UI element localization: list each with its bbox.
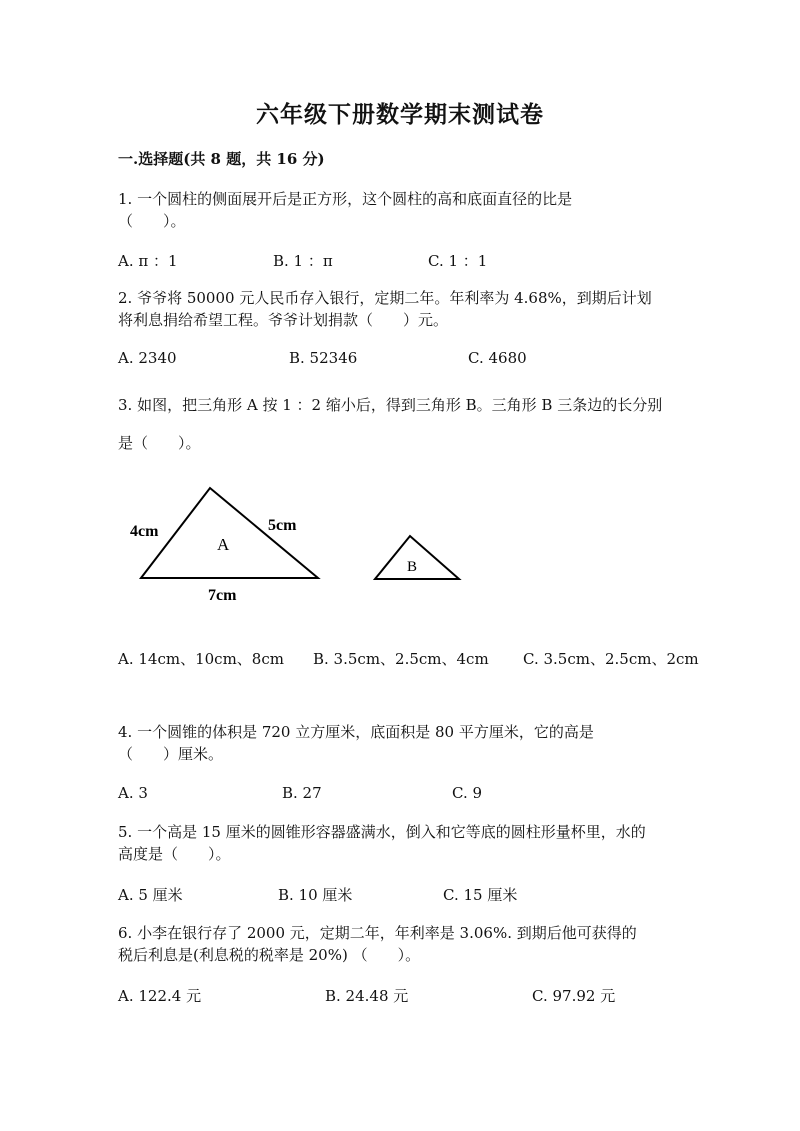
section-heading: 一.选择题(共 8 题，共 16 分)	[118, 150, 325, 168]
page-title: 六年级下册数学期末测试卷	[256, 101, 544, 128]
question-1-option-b[interactable]: B. 1 ：π	[273, 252, 333, 270]
triangle-a-label: A	[217, 535, 230, 554]
question-5-line1: 5. 一个高是 15 厘米的圆锥形容器盛满水，倒入和它等底的圆柱形量杯里，水的	[118, 823, 646, 841]
question-4-option-c[interactable]: C. 9	[452, 784, 483, 802]
triangle-a-base-label: 7cm	[208, 587, 237, 604]
question-6	[118, 922, 637, 966]
question-5-line2: 高度是（ ）。	[118, 845, 231, 863]
question-4-line2: （ ）厘米。	[118, 745, 224, 763]
question-1	[118, 188, 572, 232]
question-2-option-b[interactable]: B. 52346	[289, 349, 358, 367]
question-4	[118, 721, 594, 765]
triangle-figure	[110, 478, 490, 608]
question-4-option-a[interactable]: A. 3	[118, 784, 148, 802]
question-2-option-c[interactable]: C. 4680	[468, 349, 527, 367]
question-5-option-b[interactable]: B. 10 厘米	[278, 886, 353, 904]
question-6-option-b[interactable]: B. 24.48 元	[325, 987, 409, 1005]
question-6-option-c[interactable]: C. 97.92 元	[532, 987, 616, 1005]
question-3-line2: 是（ ）。	[118, 434, 201, 452]
question-3-option-a[interactable]: A. 14cm、10cm、8cm	[118, 650, 284, 668]
question-4-option-b[interactable]: B. 27	[282, 784, 322, 802]
question-3-option-c[interactable]: C. 3.5cm、2.5cm、2cm	[523, 650, 699, 668]
question-1-line2: （ ）。	[118, 212, 186, 230]
question-4-line1: 4. 一个圆锥的体积是 720 立方厘米，底面积是 80 平方厘米，它的高是	[118, 723, 594, 741]
question-3-option-b[interactable]: B. 3.5cm、2.5cm、4cm	[313, 650, 489, 668]
question-2-line2: 将利息捐给希望工程。爷爷计划捐款（ ）元。	[118, 311, 449, 329]
question-5	[118, 821, 646, 865]
triangle-a-left-side-label: 4cm	[130, 523, 159, 540]
question-6-line1: 6. 小李在银行存了 2000 元，定期二年，年利率是 3.06%. 到期后他可获得的	[118, 924, 637, 942]
question-6-option-a[interactable]: A. 122.4 元	[118, 987, 202, 1005]
question-5-option-a[interactable]: A. 5 厘米	[118, 886, 183, 904]
question-2-line1: 2. 爷爷将 50000 元人民币存入银行，定期二年。年利率为 4.68%，到期后计划	[118, 289, 652, 307]
question-3	[118, 386, 662, 462]
triangle-b-label: B	[407, 559, 418, 575]
question-2-option-a[interactable]: A. 2340	[118, 349, 177, 367]
question-6-line2: 税后利息是(利息税的税率是 20%) （ ）。	[118, 946, 421, 964]
triangle-a-right-side-label: 5cm	[268, 517, 297, 534]
question-1-option-a[interactable]: A. π ：1	[118, 252, 178, 270]
question-2	[118, 287, 652, 331]
question-3-line1: 3. 如图，把三角形 A 按 1 ：2 缩小后，得到三角形 B。三角形 B 三条边的长分别	[118, 396, 663, 414]
question-1-line1: 1. 一个圆柱的侧面展开后是正方形，这个圆柱的高和底面直径的比是	[118, 190, 573, 208]
question-5-option-c[interactable]: C. 15 厘米	[443, 886, 518, 904]
question-1-option-c[interactable]: C. 1 ：1	[428, 252, 488, 270]
